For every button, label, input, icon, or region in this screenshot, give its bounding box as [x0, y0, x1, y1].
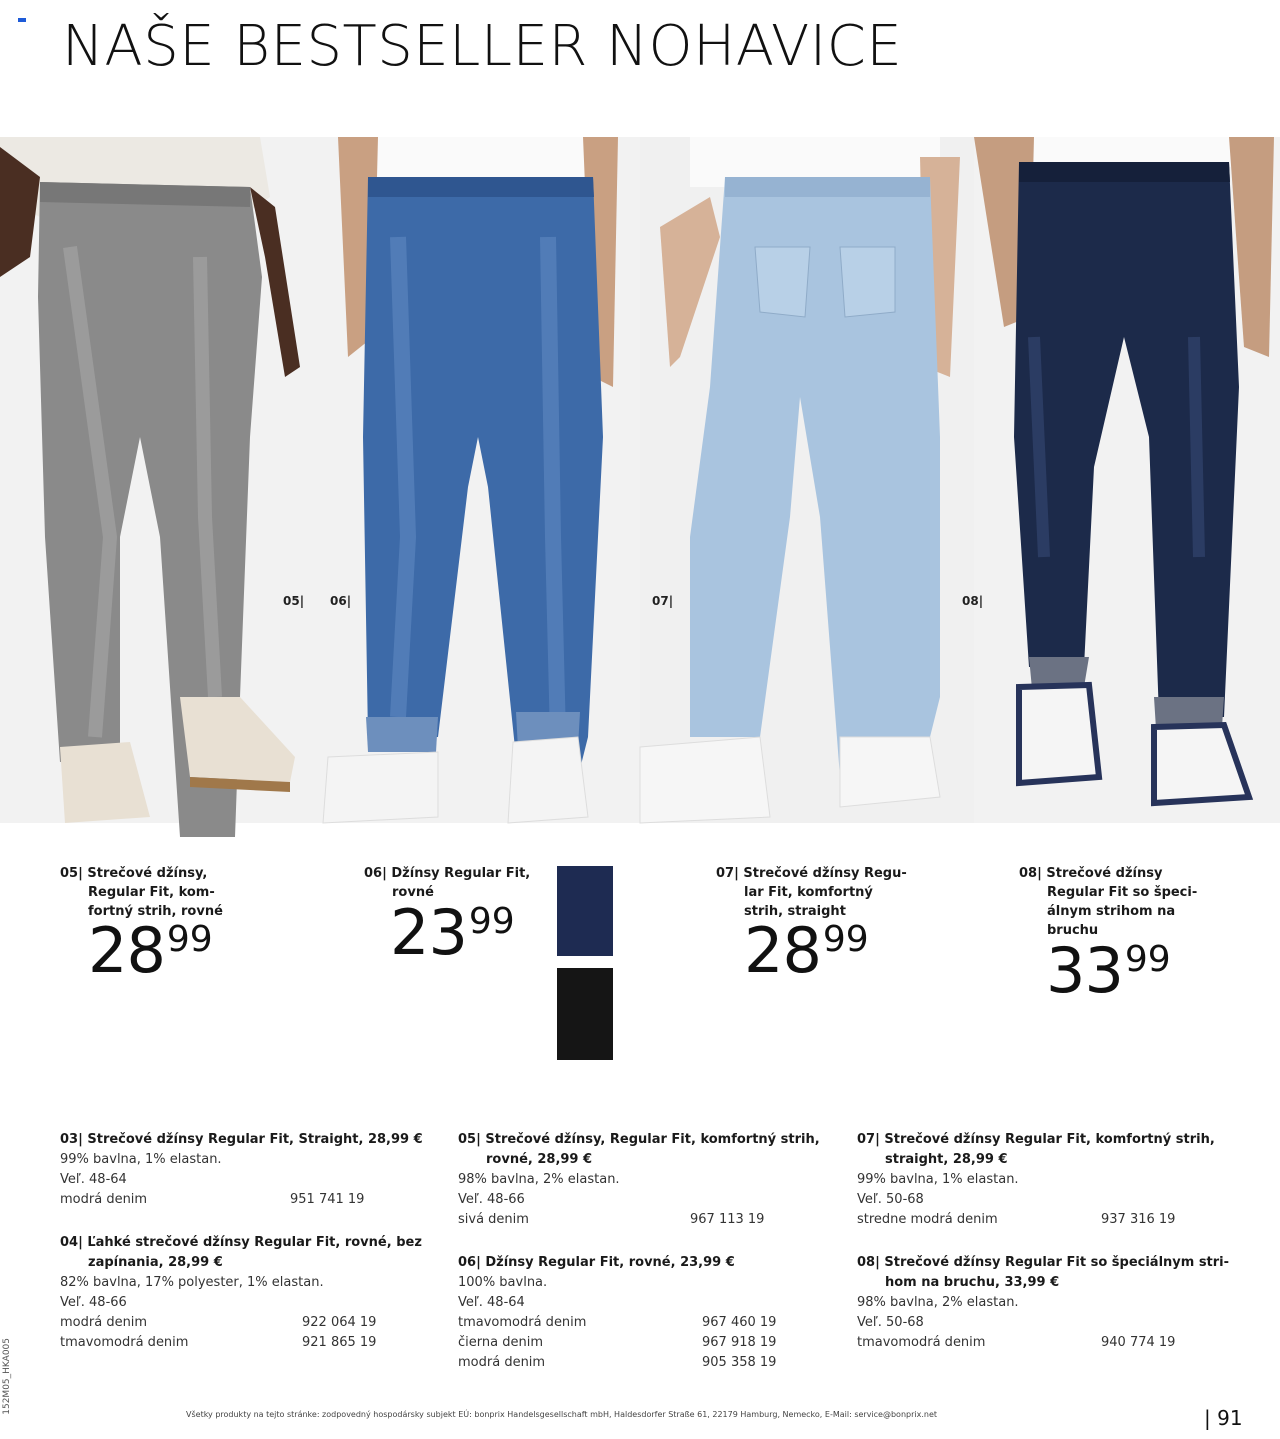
variant-color: stredne modrá denim [857, 1212, 998, 1227]
light-jeans-illustration [640, 137, 974, 823]
product-name-line: Regular Fit so špeci- [1047, 885, 1198, 900]
variant-color: modrá denim [458, 1355, 546, 1370]
variant-color: modrá denim [60, 1315, 148, 1330]
variant-code: 937 316 19 [1101, 1212, 1176, 1227]
variant-row [458, 1353, 838, 1373]
price-main: 28 [744, 914, 821, 987]
product-name-line: Strečové džínsy [1046, 866, 1163, 881]
detail-size: Veľ. 48-66 [60, 1295, 127, 1310]
detail-material: 99% bavlna, 1% elastan. [857, 1172, 1019, 1187]
price-06 [390, 896, 515, 969]
variant-code: 922 064 19 [302, 1315, 377, 1330]
product-name-line: Regular Fit, kom- [88, 885, 215, 900]
catalog-code: 152M05_HKA005 [2, 1338, 12, 1415]
variant-code: 967 113 19 [690, 1212, 765, 1227]
details-03 [60, 1130, 440, 1210]
detail-size: Veľ. 48-64 [60, 1172, 127, 1187]
detail-heading: 08| Strečové džínsy Regular Fit so špeciálnym stri- [857, 1255, 1230, 1270]
detail-material: 100% bavlna. [458, 1275, 548, 1290]
color-swatch-black [557, 968, 613, 1060]
legal-footer: Všetky produkty na tejto stránke: zodpovedný hospodársky subjekt EÚ: bonprix Handelsgesellschaft mbH, Haldesdorfer Straße 61, 22179 Hamburg, Nemecko, E-Mail: service@bonprix.net [186, 1410, 938, 1419]
product-name-line: Strečové džínsy, [87, 866, 208, 881]
price-05 [88, 914, 213, 987]
detail-heading-cont: rovné, 28,99 € [486, 1152, 593, 1167]
product-photo-06 [318, 137, 640, 823]
variant-code: 967 460 19 [702, 1315, 777, 1330]
price-07 [744, 914, 869, 987]
blue-jeans-illustration [318, 137, 640, 823]
variant-row [857, 1210, 1257, 1230]
variant-code: 905 358 19 [702, 1355, 777, 1370]
detail-material: 82% bavlna, 17% polyester, 1% elastan. [60, 1275, 324, 1290]
photo-tag-05: 05| [283, 594, 305, 608]
price-cents: 99 [468, 901, 515, 942]
price-main: 28 [88, 914, 165, 987]
variant-color: modrá denim [60, 1192, 148, 1207]
product-photo-05 [0, 137, 318, 823]
price-cents: 99 [1124, 939, 1171, 980]
detail-heading: 04| Ľahké strečové džínsy Regular Fit, rovné, bez [60, 1235, 422, 1250]
detail-size: Veľ. 48-64 [458, 1295, 525, 1310]
variant-row [458, 1333, 838, 1353]
photo-tag-07: 07| [652, 594, 674, 608]
price-main: 23 [390, 896, 467, 969]
dark-jeans-illustration [974, 137, 1280, 823]
product-block-07 [716, 864, 907, 921]
detail-heading: 03| Strečové džínsy Regular Fit, Straight, 28,99 € [60, 1132, 423, 1147]
product-name-line: Strečové džínsy Regu- [743, 866, 907, 881]
detail-material: 98% bavlna, 2% elastan. [458, 1172, 620, 1187]
detail-heading: 06| Džínsy Regular Fit, rovné, 23,99 € [458, 1255, 735, 1270]
variant-code: 940 774 19 [1101, 1335, 1176, 1350]
variant-row [857, 1333, 1257, 1353]
variant-row [60, 1333, 440, 1353]
detail-heading-cont: hom na bruchu, 33,99 € [885, 1275, 1060, 1290]
details-08 [857, 1253, 1257, 1353]
product-number: 08| [1019, 866, 1042, 881]
product-number: 07| [716, 866, 739, 881]
product-name-line: bruchu [1047, 923, 1099, 938]
variant-color: tmavomodrá denim [857, 1335, 986, 1350]
variant-color: sivá denim [458, 1212, 529, 1227]
detail-heading-cont: zapínania, 28,99 € [88, 1255, 223, 1270]
detail-material: 99% bavlna, 1% elastan. [60, 1152, 222, 1167]
page-number: | 91 [1204, 1406, 1243, 1430]
color-swatch-navy [557, 866, 613, 956]
variant-color: tmavomodrá denim [458, 1315, 587, 1330]
details-07 [857, 1130, 1257, 1230]
price-main: 33 [1046, 934, 1123, 1007]
detail-material: 98% bavlna, 2% elastan. [857, 1295, 1019, 1310]
details-05 [458, 1130, 838, 1230]
photo-tag-08: 08| [962, 594, 984, 608]
brand-flag-mark [18, 18, 26, 22]
detail-size: Veľ. 48-66 [458, 1192, 525, 1207]
product-name-line: lar Fit, komfortný [744, 885, 873, 900]
detail-heading-cont: straight, 28,99 € [885, 1152, 1008, 1167]
variant-color: čierna denim [458, 1335, 543, 1350]
product-block-08 [1019, 864, 1197, 940]
variant-code: 951 741 19 [290, 1192, 365, 1207]
product-photo-08 [962, 137, 1280, 823]
detail-size: Veľ. 50-68 [857, 1192, 924, 1207]
grey-jeans-illustration [0, 137, 318, 823]
details-04 [60, 1233, 440, 1353]
product-name-line: fortný strih, rovné [88, 904, 223, 919]
variant-color: tmavomodrá denim [60, 1335, 189, 1350]
product-photo-07 [640, 137, 974, 823]
detail-heading: 07| Strečové džínsy Regular Fit, komfortný strih, [857, 1132, 1215, 1147]
variant-row [458, 1210, 838, 1230]
product-name-line: Džínsy Regular Fit, [391, 866, 531, 881]
product-block-05 [60, 864, 223, 921]
variant-code: 967 918 19 [702, 1335, 777, 1350]
detail-heading: 05| Strečové džínsy, Regular Fit, komfortný strih, [458, 1132, 820, 1147]
product-number: 06| [364, 866, 387, 881]
product-name-line: rovné [392, 885, 434, 900]
product-number: 05| [60, 866, 83, 881]
photo-tag-06: 06| [330, 594, 352, 608]
variant-code: 921 865 19 [302, 1335, 377, 1350]
product-name-line: álnym strihom na [1047, 904, 1176, 919]
product-name-line: strih, straight [744, 904, 846, 919]
page-title: NAŠE BESTSELLER NOHAVICE [62, 14, 903, 79]
price-cents: 99 [166, 919, 213, 960]
variant-row [60, 1313, 440, 1333]
price-cents: 99 [822, 919, 869, 960]
variant-row [60, 1190, 440, 1210]
variant-row [458, 1313, 838, 1333]
price-08 [1046, 934, 1171, 1007]
detail-size: Veľ. 50-68 [857, 1315, 924, 1330]
details-06 [458, 1253, 838, 1373]
